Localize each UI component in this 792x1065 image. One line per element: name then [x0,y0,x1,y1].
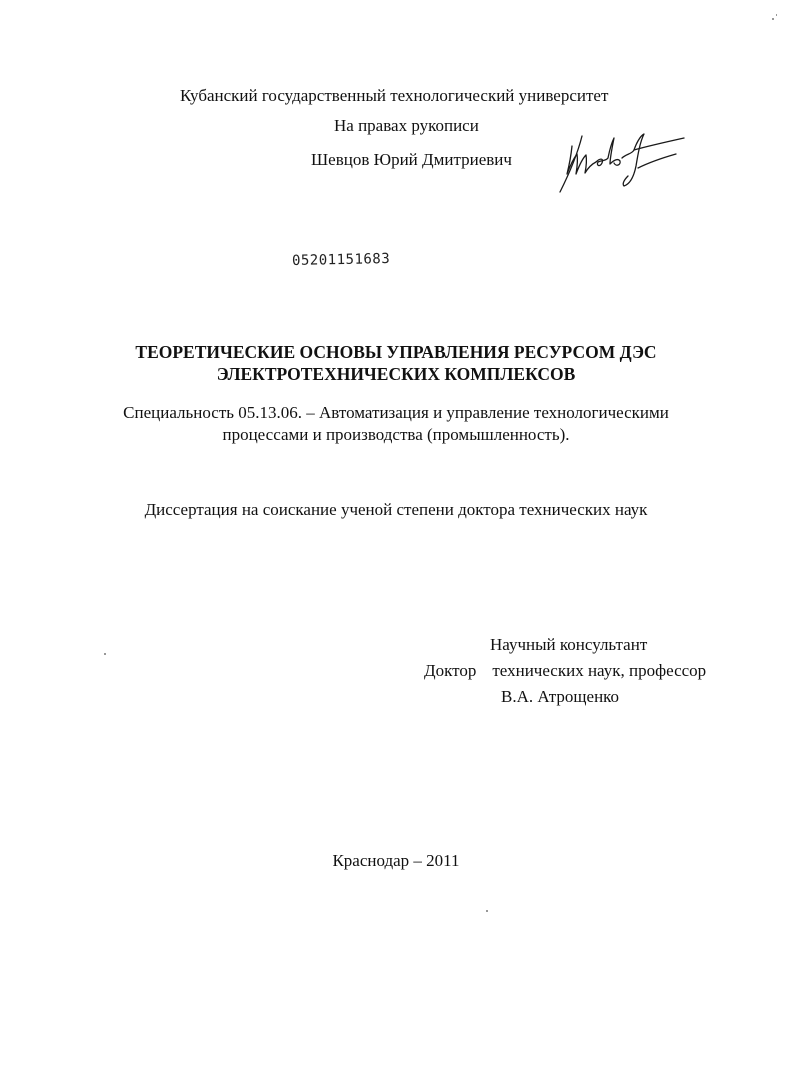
specialty-line-2: процессами и производства (промышленность). [222,425,570,444]
scan-speck [772,18,774,20]
consultant-degree-rest: технических наук, профессор [492,661,707,680]
place-year: Краснодар – 2011 [332,851,460,870]
title-line-1: ТЕОРЕТИЧЕСКИЕ ОСНОВЫ УПРАВЛЕНИЯ РЕСУРСОМ ДЭС [135,342,657,362]
scan-speck [104,653,106,655]
author-signature [552,128,692,196]
registration-code: 05201151683 [291,250,391,269]
consultant-degree-word: Доктор [424,661,477,680]
scan-speck [776,14,777,16]
manuscript-rights: На правах рукописи [334,116,479,135]
author-name: Шевцов Юрий Дмитриевич [311,150,512,169]
consultant-name: В.А. Атрощенко [501,687,620,706]
dissertation-type: Диссертация на соискание ученой степени доктора технических наук [144,500,648,519]
scan-speck [486,910,488,912]
title-line-2: ЭЛЕКТРОТЕХНИЧЕСКИХ КОМПЛЕКСОВ [216,364,576,384]
specialty-line-1: Специальность 05.13.06. – Автоматизация и управление технологическими [123,403,669,422]
university-name: Кубанский государственный технологический университет [180,86,609,105]
consultant-label: Научный консультант [490,635,648,654]
consultant-degree [424,661,706,681]
